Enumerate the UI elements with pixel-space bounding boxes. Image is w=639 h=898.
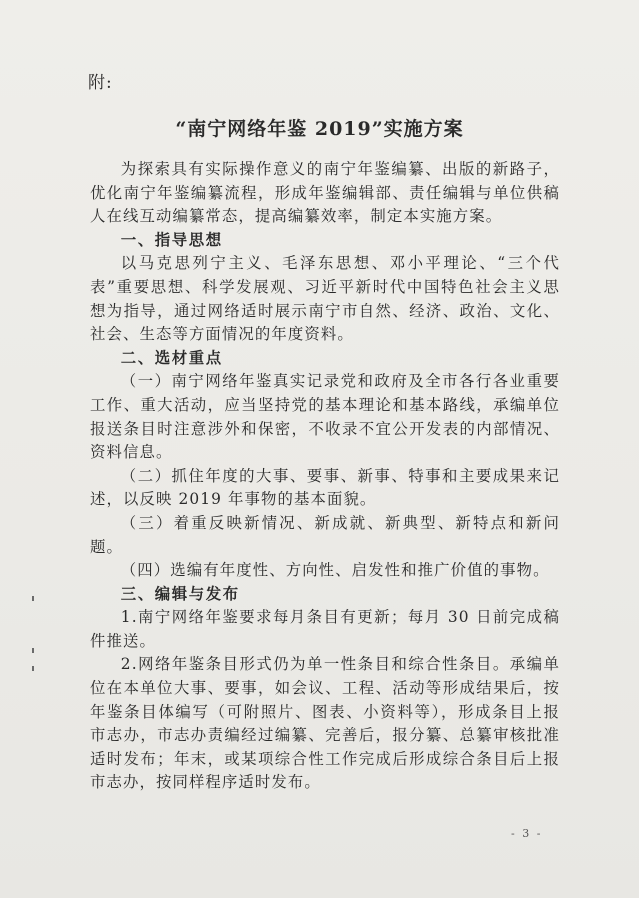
section-paragraph: （二）抓住年度的大事、要事、新事、特事和主要成果来记述，以反映 2019 年事物的基本面貌。 [90,466,560,509]
punch-mark [32,648,34,653]
section-paragraph: 2.网络年鉴条目形式仍为单一性条目和综合性条目。承编单位在本单位大事、要事，如会议、工程、活动等形成结果后，按年鉴条目体编写（可附照片、图表、小资料等），形成条目上报市志办，市志办责编经过编纂、完善后，报分纂、总纂审核批准适时发布；年末，或某项综合性工作完成后形成综合条目后上报市志办，按同样程序适时发布。 [90,655,560,792]
section-heading: 二、选材重点 [120,348,223,367]
section-paragraph: （一）南宁网络年鉴真实记录党和政府及全市各行各业重要工作、重大活动，应当坚持党的基本理论和基本路线，承编单位报送条目时注意涉外和保密，不收录不宜公开发表的内部情况、资料信息。 [90,372,560,462]
punch-mark [32,666,34,671]
section-paragraph: 以马克思列宁主义、毛泽东思想、邓小平理论、“三个代表”重要思想、科学发展观、习近平新时代中国特色社会主义思想为指导，通过网络适时展示南宁市自然、经济、政治、文化、社会、生态等方面情况的年度资料。 [90,254,560,344]
section-heading: 一、指导思想 [120,230,223,249]
section-paragraph: （四）选编有年度性、方向性、启发性和推广价值的事物。 [120,561,550,580]
section-paragraph: （三）着重反映新情况、新成就、新典型、新特点和新问题。 [90,513,560,556]
document-title: “南宁网络年鉴 2019”实施方案 [175,118,464,140]
document-body [90,158,560,795]
intro-paragraph: 为探索具有实际操作意义的南宁年鉴编纂、出版的新路子，优化南宁年鉴编纂流程，形成年鉴编辑部、责任编辑与单位供稿人在线互动编纂常态，提高编纂效率，制定本实施方案。 [90,160,560,226]
section-paragraph: 1.南宁网络年鉴要求每月条目有更新；每月 30 日前完成稿件推送。 [90,608,560,650]
page-number: - 3 - [511,827,543,840]
punch-mark [32,596,34,601]
attachment-label: 附: [88,73,113,93]
section-heading: 三、编辑与发布 [120,584,240,603]
